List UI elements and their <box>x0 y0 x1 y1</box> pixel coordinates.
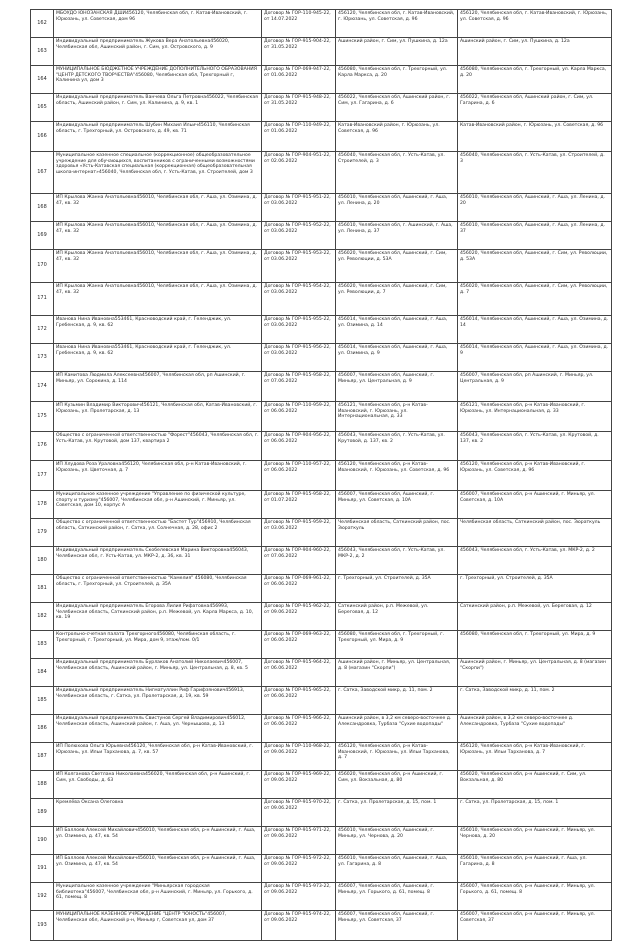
address-cell: г. Сатка, ул. Пролетарская, д. 15, пом. 1 <box>336 799 458 827</box>
contract-cell: Договор № ГОР-915-969-22, от 09.06.2022 <box>262 771 336 799</box>
organization-cell: Индивидуальный предприниматель Егорова Лилия Рифатовна456993, Челябинская область, Саткинский район, р.п. Межевой, ул. Карла Маркса, д. 10, кв. 19 <box>54 603 262 631</box>
contract-cell: Договор № ГОР-110-968-22, от 09.06.2022 <box>262 743 336 771</box>
address-cell: г. Трехгорный, ул. Строителей, д. 35А <box>336 575 458 603</box>
table-row <box>31 883 612 911</box>
organization-cell: Индивидуальный предприниматель Бурлаков Анатолий Николаевич456007, Челябинская область, Ашинский район, г. Миньяр, ул. Центральная, д. 8, кв. 5 <box>54 659 262 687</box>
organization-cell: ИП Крылова Жанна Анатольевна456010, Челябинская обл, г. Аша, ул. Озимина, д. 47, кв. 32 <box>54 250 262 283</box>
table-row <box>31 799 612 827</box>
location-cell: 456120, Челябинская обл, г. Катав-Ивановский, г. Юрюзань, ул. Советская, д. 96 <box>458 10 612 38</box>
address-cell: Челябинская область, Саткинский район, пос. Зюраткуль <box>336 519 458 547</box>
row-number: 169 <box>31 222 54 250</box>
location-cell: 456043, Челябинская обл, г. Усть-Катав, ул. Крутовой, д. 137, кв. 2 <box>458 432 612 461</box>
address-cell: Саткинский район, р.п. Межевой, ул. Береговая, д. 12 <box>336 603 458 631</box>
table-row <box>31 10 612 38</box>
table-row <box>31 687 612 715</box>
address-cell: 456020, Челябинская обл, р-н Ашинский, г. Сим, ул. Вокзальная, д. 80 <box>336 771 458 799</box>
location-cell: 456020, Челябинская обл, р-н Ашинский, г. Сим, ул. Вокзальная, д. 80 <box>458 771 612 799</box>
organization-cell: МУНИЦИПАЛЬНОЕ БЮДЖЕТНОЕ УЧРЕЖДЕНИЕ ДОПОЛНИТЕЛЬНОГО ОБРАЗОВАНИЯ "ЦЕНТР ДЕТСКОГО ТВОРЧЕСТВА"456080, Челябинская обл, Трехгорный г, Калинина ул, дом 3 <box>54 66 262 94</box>
table-row <box>31 715 612 743</box>
address-cell: Ашинский район, г. Сим, ул. Пушкина, д. 12а <box>336 38 458 66</box>
contract-cell: Договор № ГОР-110-945-22, от 14.07.2022 <box>262 10 336 38</box>
address-cell: 456121, Челябинская обл, р-н Катав-Ивановский, г. Юрюзань, ул. Интернациональная, д. 33 <box>336 402 458 432</box>
organization-cell: Индивидуальный предприниматель Скобелевская Марина Викторовна456043, Челябинская обл, г. Усть-Катав, ул. МКР-2, д. 36, кв. 31 <box>54 547 262 575</box>
location-cell: 456080, Челябинская обл, г. Трехгорный, ул. Мира, д. 9 <box>458 631 612 659</box>
address-cell: 456120, Челябинская обл, р-н Катав-Ивановский, г. Юрюзань, ул. Советская, д. 96 <box>336 461 458 491</box>
address-cell: Ашинский район, в 3,2 км северо-восточнее д. Александровка, Турбаза "Сухие водопады" <box>336 715 458 743</box>
address-cell: 456020, Челябинская обл, Ашинский, г. Сим, ул. Революции, д. 7 <box>336 283 458 316</box>
organization-cell: Индивидуальный предприниматель Нигматуллин Риф Гарифзянович456913, Челябинская область, г. Сатка, ул. Пролетарская, д. 19, кв. 59 <box>54 687 262 715</box>
location-cell: 456010, Челябинская обл, Ашинский, г. Аша, ул. Ленина, д. 20 <box>458 194 612 222</box>
organization-cell: Индивидуальный предприниматель Ванчева Ольга Петровна456022, Челябинская область, Ашинский район, г. Сим, ул. Калинина, д. 9, кв. 1 <box>54 94 262 122</box>
address-cell: Ашинский район, г. Миньяр, ул. Центральная, д. 8 (магазин "Скорпи") <box>336 659 458 687</box>
table-row <box>31 222 612 250</box>
organization-cell: ИП Баллоев Алексей Михайлович456010, Челябинская обл, р-н Ашинский, г. Аша, ул. Озимина, д. 47, кв. 54 <box>54 855 262 883</box>
location-cell: 456010, Челябинская обл, р-н Ашинский, г. Аша, ул. Гагарина, д. 8 <box>458 855 612 883</box>
row-number: 172 <box>31 316 54 344</box>
table-row <box>31 547 612 575</box>
contract-cell: Договор № ГОР-915-952-22, от 03.06.2022 <box>262 222 336 250</box>
address-cell: 456120, Челябинская обл, г. Катав-Ивановский, г. Юрюзань, ул. Советская, д. 96 <box>336 10 458 38</box>
address-cell: 456010, Челябинская обл, Ашинский, г. Аша, ул. Ленина, д. 20 <box>336 194 458 222</box>
address-cell: 456043, Челябинская обл, г. Усть-Катав, ул. МКР-2, д. 2 <box>336 547 458 575</box>
contract-cell: Договор № ГОР-915-956-22, от 03.06.2022 <box>262 344 336 372</box>
location-cell: Катав-Ивановский район, г. Юрюзань, ул. Советская, д. 96 <box>458 122 612 152</box>
row-number: 182 <box>31 603 54 631</box>
contract-cell: Договор № ГОР-904-960-22, от 07.06.2022 <box>262 547 336 575</box>
organization-cell: Контрольно-счетная палата Трехгорного456080, Челябинская область, г. Трехгорный, г. Трехгорный, ул. Мира, дом 9, этаж/пом. 0/1 <box>54 631 262 659</box>
location-cell: 456120, Челябинская обл, р-н Катав-Ивановский, г. Юрюзань, ул. Советская, д. 96 <box>458 461 612 491</box>
row-number: 193 <box>31 911 54 941</box>
table-row <box>31 519 612 547</box>
row-number: 180 <box>31 547 54 575</box>
address-cell: 456014, Челябинская обл, Ашинский, г. Аша, ул. Озимина, д. 9 <box>336 344 458 372</box>
organization-cell: МБОУДО ЮНОЗАНСКАЯ ДШИ456120, Челябинская обл, г. Катав-Ивановский, г. Юрюзань, ул. Советская, дом 96 <box>54 10 262 38</box>
table-row <box>31 344 612 372</box>
contract-cell: Договор № ГОР-915-965-22, от 06.06.2022 <box>262 687 336 715</box>
contract-cell: Договор № ГОР-915-954-22, от 03.06.2022 <box>262 283 336 316</box>
row-number: 167 <box>31 152 54 194</box>
contract-cell: Договор № ГОР-915-964-22, от 06.06.2022 <box>262 659 336 687</box>
organization-cell: ИП Крылова Жанна Анатольевна456010, Челябинская обл, г. Аша, ул. Озимина, д. 47, кв. 32 <box>54 194 262 222</box>
organization-cell: Индивидуальный предприниматель Шубин Михаил Ильич456110, Челябинская область, г. Трехгорный, ул. Островского, д. 49, кв. 71 <box>54 122 262 152</box>
location-cell: 456014, Челябинская обл, Ашинский, г. Аша, ул. Озимина, д. 14 <box>458 316 612 344</box>
contract-cell: Договор № ГОР-915-958-22, от 07.06.2022 <box>262 372 336 402</box>
location-cell: 456007, Челябинская обл, рп Ашинский, г. Миньяр, ул. Центральная, д. 9 <box>458 372 612 402</box>
location-cell: Ашинский район, в 3,2 км северо-восточнее д. Александровка, Турбаза "Сухие водопады" <box>458 715 612 743</box>
row-number: 176 <box>31 432 54 461</box>
row-number: 175 <box>31 402 54 432</box>
table-row <box>31 372 612 402</box>
contract-cell: Договор № ГОР-915-953-22, от 03.06.2022 <box>262 250 336 283</box>
table-row <box>31 283 612 316</box>
table-row <box>31 911 612 941</box>
table-row <box>31 402 612 432</box>
table-row <box>31 66 612 94</box>
table-row <box>31 603 612 631</box>
row-number: 191 <box>31 855 54 883</box>
address-cell: 456007, Челябинская обл, Ашинский, г. Миньяр, ул. Центральная, д. 9 <box>336 372 458 402</box>
row-number: 163 <box>31 38 54 66</box>
contract-cell: Договор № ГОР-915-951-22, от 03.06.2022 <box>262 194 336 222</box>
organization-cell: Муниципальное казенное учреждение "Управление по физической культуре, спорту и туризму"456007, Челябинская обл, р-н Ашинский, г. Миньяр, ул. Советская, дом 10, корпус А <box>54 491 262 519</box>
address-cell: 456007, Челябинская обл, Ашинский, г. Миньяр, ул. Горького, д. 61, помещ. 8 <box>336 883 458 911</box>
contract-cell: Договор № ГОР-915-966-22, от 06.06.2022 <box>262 715 336 743</box>
location-cell: 456007, Челябинская обл, р-н Ашинский, г. Миньяр, ул. Советская, д. 10А <box>458 491 612 519</box>
location-cell: 456020, Челябинская обл, Ашинский, г. Сим, ул. Революции, д. 53А <box>458 250 612 283</box>
table-row <box>31 631 612 659</box>
address-cell: 456120, Челябинская обл, р-н Катав-Ивановский, г. Юрюзань, ул. Ильи Тарханова, д. 7 <box>336 743 458 771</box>
organization-cell: Иванова Нина Ивановна553461, Красноводский край, г. Геленджик, ул. Гребенская, д. 9, кв. 62 <box>54 316 262 344</box>
row-number: 168 <box>31 194 54 222</box>
contract-cell: Договор № ГОР-110-959-22, от 06.06.2022 <box>262 402 336 432</box>
contract-cell: Договор № ГОР-915-974-22, от 09.06.2022 <box>262 911 336 941</box>
location-cell: Ашинский район, г. Сим, ул. Пушкина, д. 12а <box>458 38 612 66</box>
organization-cell: Индивидуальный предприниматель Свистунов Сергей Владимирович456012, Челябинская область, Ашинский район, г. Аша, ул. Чернышова, д. 13 <box>54 715 262 743</box>
row-number: 181 <box>31 575 54 603</box>
address-cell: г. Сатка, Заводской микр, д. 11, пом. 2 <box>336 687 458 715</box>
organization-cell: ИП Кузьмин Владимир Викторович456121, Челябинская обл, Катав-Ивановский, г. Юрюзань, ул. Пролетарская, д. 13 <box>54 402 262 432</box>
row-number: 173 <box>31 344 54 372</box>
table-row <box>31 771 612 799</box>
location-cell: 456121, Челябинская обл, р-н Катав-Ивановский, г. Юрюзань, ул. Интернациональная, д. 33 <box>458 402 612 432</box>
contract-cell: Договор № ГОР-915-972-22, от 09.06.2022 <box>262 855 336 883</box>
organization-cell: Муниципальное казенное учреждение "Миньярская городская библиотека"456007, Челябинская обл, р-н Ашинский, г. Миньяр, ул. Горького, д. 61, помещ. 8 <box>54 883 262 911</box>
row-number: 178 <box>31 491 54 519</box>
address-cell: 456014, Челябинская обл, Ашинский, г. Аша, ул. Озимина, д. 14 <box>336 316 458 344</box>
table-row <box>31 659 612 687</box>
location-cell: 456043, Челябинская обл, г. Усть-Катав, ул. МКР-2, д. 2 <box>458 547 612 575</box>
table-row <box>31 316 612 344</box>
address-cell: 456080, Челябинская обл, г. Трехгорный, г. Трехгорный, ул. Мира, д. 9 <box>336 631 458 659</box>
row-number: 162 <box>31 10 54 38</box>
location-cell: 456010, Челябинская обл, Ашинский, г. Аша, ул. Ленина, д. 37 <box>458 222 612 250</box>
location-cell: 456080, Челябинская обл, г. Трехгорный, ул. Карла Маркса, д. 20 <box>458 66 612 94</box>
organization-cell: Индивидуальный предприниматель Жукова Вера Анатольевна456020, Челябинская обл, Ашинский район, г. Сим, ул. Островского, д. 9 <box>54 38 262 66</box>
row-number: 179 <box>31 519 54 547</box>
location-cell: Ашинский район, г. Миньяр, ул. Центральная, д. 8 (магазин "Скорпи") <box>458 659 612 687</box>
organization-cell: МУНИЦИПАЛЬНОЕ КАЗЕННОЕ УЧРЕЖДЕНИЕ "ЦЕНТР "ЮНОСТЬ"456007, Челябинская обл, Ашинский р-н, Миньяр г, Советская ул, дом 37 <box>54 911 262 941</box>
table-row <box>31 855 612 883</box>
row-number: 190 <box>31 827 54 855</box>
organization-cell: ИП Полюхова Ольга Юрьевна456120, Челябинская обл, р-н Катав-Ивановский, г. Юрюзань, ул. Ильи Тарханова, д. 7, кв. 57 <box>54 743 262 771</box>
location-cell: 456007, Челябинская обл, р-н Ашинский, г. Миньяр, ул. Горького, д. 61, помещ. 8 <box>458 883 612 911</box>
location-cell: г. Трехгорный, ул. Строителей, д. 35А <box>458 575 612 603</box>
contract-cell: Договор № ГОР-915-959-22, от 03.06.2022 <box>262 519 336 547</box>
organization-cell: ИП Колганова Светлана Николаевна456020, Челябинская обл, р-н Ашинский, г. Сим, ул. Свободы, д. 63 <box>54 771 262 799</box>
contract-cell: Договор № ГОР-915-971-22, от 09.06.2022 <box>262 827 336 855</box>
organization-cell: Иванова Нина Ивановна553461, Красноводский край, г. Геленджик, ул. Гребенская, д. 9, кв. 62 <box>54 344 262 372</box>
contract-cell: Договор № ГОР-915-948-22, от 31.05.2022 <box>262 94 336 122</box>
location-cell: г. Сатка, Заводской микр, д. 11, пом. 2 <box>458 687 612 715</box>
contract-cell: Договор № ГОР-069-947-22, от 01.06.2022 <box>262 66 336 94</box>
organization-cell: ИП Крылова Жанна Анатольевна456010, Челябинская обл, г. Аша, ул. Озимина, д. 47, кв. 32 <box>54 222 262 250</box>
contract-cell: Договор № ГОР-915-973-22, от 09.06.2022 <box>262 883 336 911</box>
contract-cell: Договор № ГОР-069-961-22, от 06.06.2022 <box>262 575 336 603</box>
location-cell: г. Сатка, ул. Пролетарская, д. 15, пом. 1 <box>458 799 612 827</box>
table-row <box>31 491 612 519</box>
location-cell: 456007, Челябинская обл, р-н Ашинский, г. Миньяр, ул. Советская, 37 <box>458 911 612 941</box>
row-number: 177 <box>31 461 54 491</box>
table-row <box>31 432 612 461</box>
organization-cell: Муниципальное казенное специальное (коррекционное) общеобразовательное учреждение для обучающихся, воспитанников с ограниченными возможностями здоровья «Усть-Катавская специальная (коррекционная) общеобразовательная школа-интернат»456040, Челябинская обл, г. Усть-Катав, ул. Строителей, дом 3 <box>54 152 262 194</box>
organization-cell: ИП Хлудова Роза Ураловна456120, Челябинская обл, р-н Катав-Ивановский, г. Юрюзань, ул. Цветочная, д. 7 <box>54 461 262 491</box>
contract-cell: Договор № ГОР-110-957-22, от 06.06.2022 <box>262 461 336 491</box>
contract-cell: Договор № ГОР-110-949-22, от 01.06.2022 <box>262 122 336 152</box>
address-cell: 456022, Челябинская обл, Ашинский район, г. Сим, ул. Гагарина, д. 6 <box>336 94 458 122</box>
row-number: 164 <box>31 66 54 94</box>
row-number: 185 <box>31 687 54 715</box>
address-cell: 456010, Челябинская обл, Ашинский, г. Миньяр, ул. Чернова, д. 20 <box>336 827 458 855</box>
table-row <box>31 575 612 603</box>
address-cell: 456010, Челябинская обл, г. Ашинский, г. Аша, ул. Ленина, д. 37 <box>336 222 458 250</box>
location-cell: 456014, Челябинская обл, Ашинский, г. Аша, ул. Озимина, д. 9 <box>458 344 612 372</box>
table-row <box>31 743 612 771</box>
address-cell: 456080, Челябинская обл, г. Трехгорный, ул. Карла Маркса, д. 20 <box>336 66 458 94</box>
row-number: 170 <box>31 250 54 283</box>
organization-cell: ИП Камитова Людмила Алексеевна456007, Челябинская обл, рп Ашинский, г. Миньяр, ул. Сорокина, д. 114 <box>54 372 262 402</box>
address-cell: 456020, Челябинская обл, Ашинский, г. Сим, ул. Революции, д. 53А <box>336 250 458 283</box>
organization-cell: Кремлёва Оксана Олеговна <box>54 799 262 827</box>
table-row <box>31 122 612 152</box>
location-cell: 456040, Челябинская обл, г. Усть-Катав, ул. Строителей, д. 3 <box>458 152 612 194</box>
contract-cell: Договор № ГОР-915-970-22, от 09.06.2022 <box>262 799 336 827</box>
row-number: 186 <box>31 715 54 743</box>
registry-table-body <box>31 10 612 941</box>
row-number: 188 <box>31 771 54 799</box>
address-cell: 456040, Челябинская обл, г. Усть-Катав, ул. Строителей, д. 3 <box>336 152 458 194</box>
organization-cell: ИП Крылова Жанна Анатольевна456010, Челябинская обл, г. Аша, ул. Озимина, д. 47, кв. 32 <box>54 283 262 316</box>
row-number: 187 <box>31 743 54 771</box>
address-cell: 456007, Челябинская обл, Ашинский, г. Миньяр, ул. Советская, 37 <box>336 911 458 941</box>
address-cell: 456007, Челябинская обл, Ашинский, г. Миньяр, ул. Советская, д. 10А <box>336 491 458 519</box>
contract-cell: Договор № ГОР-069-963-22, от 06.06.2022 <box>262 631 336 659</box>
contract-cell: Договор № ГОР-915-962-22, от 09.06.2022 <box>262 603 336 631</box>
address-cell: 456010, Челябинская обл, Ашинский, г. Аша, ул. Гагарина, д. 8 <box>336 855 458 883</box>
location-cell: 456020, Челябинская обл, Ашинский, г. Сим, ул. Революции, д. 7 <box>458 283 612 316</box>
table-row <box>31 152 612 194</box>
table-row <box>31 827 612 855</box>
contract-cell: Договор № ГОР-915-955-22, от 03.06.2022 <box>262 316 336 344</box>
row-number: 166 <box>31 122 54 152</box>
row-number: 192 <box>31 883 54 911</box>
address-cell: Катав-Ивановский район, г. Юрюзань, ул. Советская, д. 96 <box>336 122 458 152</box>
organization-cell: Общество с ограниченной ответственностью "Камелия" 456080, Челябинская область, г. Трехгорный, ул. Строителей, д. 35А <box>54 575 262 603</box>
table-row <box>31 461 612 491</box>
location-cell: 456010, Челябинская обл, р-н Ашинский, г. Миньяр, ул. Чернова, д. 20 <box>458 827 612 855</box>
contract-cell: Договор № ГОР-904-951-22, от 02.06.2022 <box>262 152 336 194</box>
table-row <box>31 38 612 66</box>
table-row <box>31 94 612 122</box>
table-row <box>31 250 612 283</box>
organization-cell: ИП Баллоев Алексей Михайлович456010, Челябинская обл, р-н Ашинский, г. Аша, ул. Озимина, д. 47, кв. 54 <box>54 827 262 855</box>
location-cell: Челябинская область, Саткинский район, пос. Зюраткуль <box>458 519 612 547</box>
organization-cell: Общество с ограниченной ответственностью "Форест"456043, Челябинская обл, г. Усть-Катав, ул. Крутовой, дом 137, квартира 2 <box>54 432 262 461</box>
address-cell: 456043, Челябинская обл, г. Усть-Катав, ул. Крутовой, д. 137, кв. 2 <box>336 432 458 461</box>
contract-cell: Договор № ГОР-915-904-22, от 31.05.2022 <box>262 38 336 66</box>
row-number: 183 <box>31 631 54 659</box>
row-number: 189 <box>31 799 54 827</box>
location-cell: 456022, Челябинская обл, Ашинский район, г. Сим, ул. Гагарина, д. 6 <box>458 94 612 122</box>
location-cell: 456120, Челябинская обл, р-н Катав-Ивановский, г. Юрюзань, ул. Ильи Тарханова, д. 7 <box>458 743 612 771</box>
row-number: 184 <box>31 659 54 687</box>
row-number: 165 <box>31 94 54 122</box>
contract-cell: Договор № ГОР-904-956-22, от 06.06.2022 <box>262 432 336 461</box>
location-cell: Саткинский район, р.п. Межевой, ул. Береговая, д. 12 <box>458 603 612 631</box>
row-number: 174 <box>31 372 54 402</box>
organization-cell: Общество с ограниченной ответственностью "Бастет Тур"456910, Челябинская область, Саткинский район, г. Сатка, ул. Солнечная, д. 28, офис 2 <box>54 519 262 547</box>
row-number: 171 <box>31 283 54 316</box>
registry-table <box>30 9 612 941</box>
table-row <box>31 194 612 222</box>
contract-cell: Договор № ГОР-915-958-22, от 01.07.2022 <box>262 491 336 519</box>
